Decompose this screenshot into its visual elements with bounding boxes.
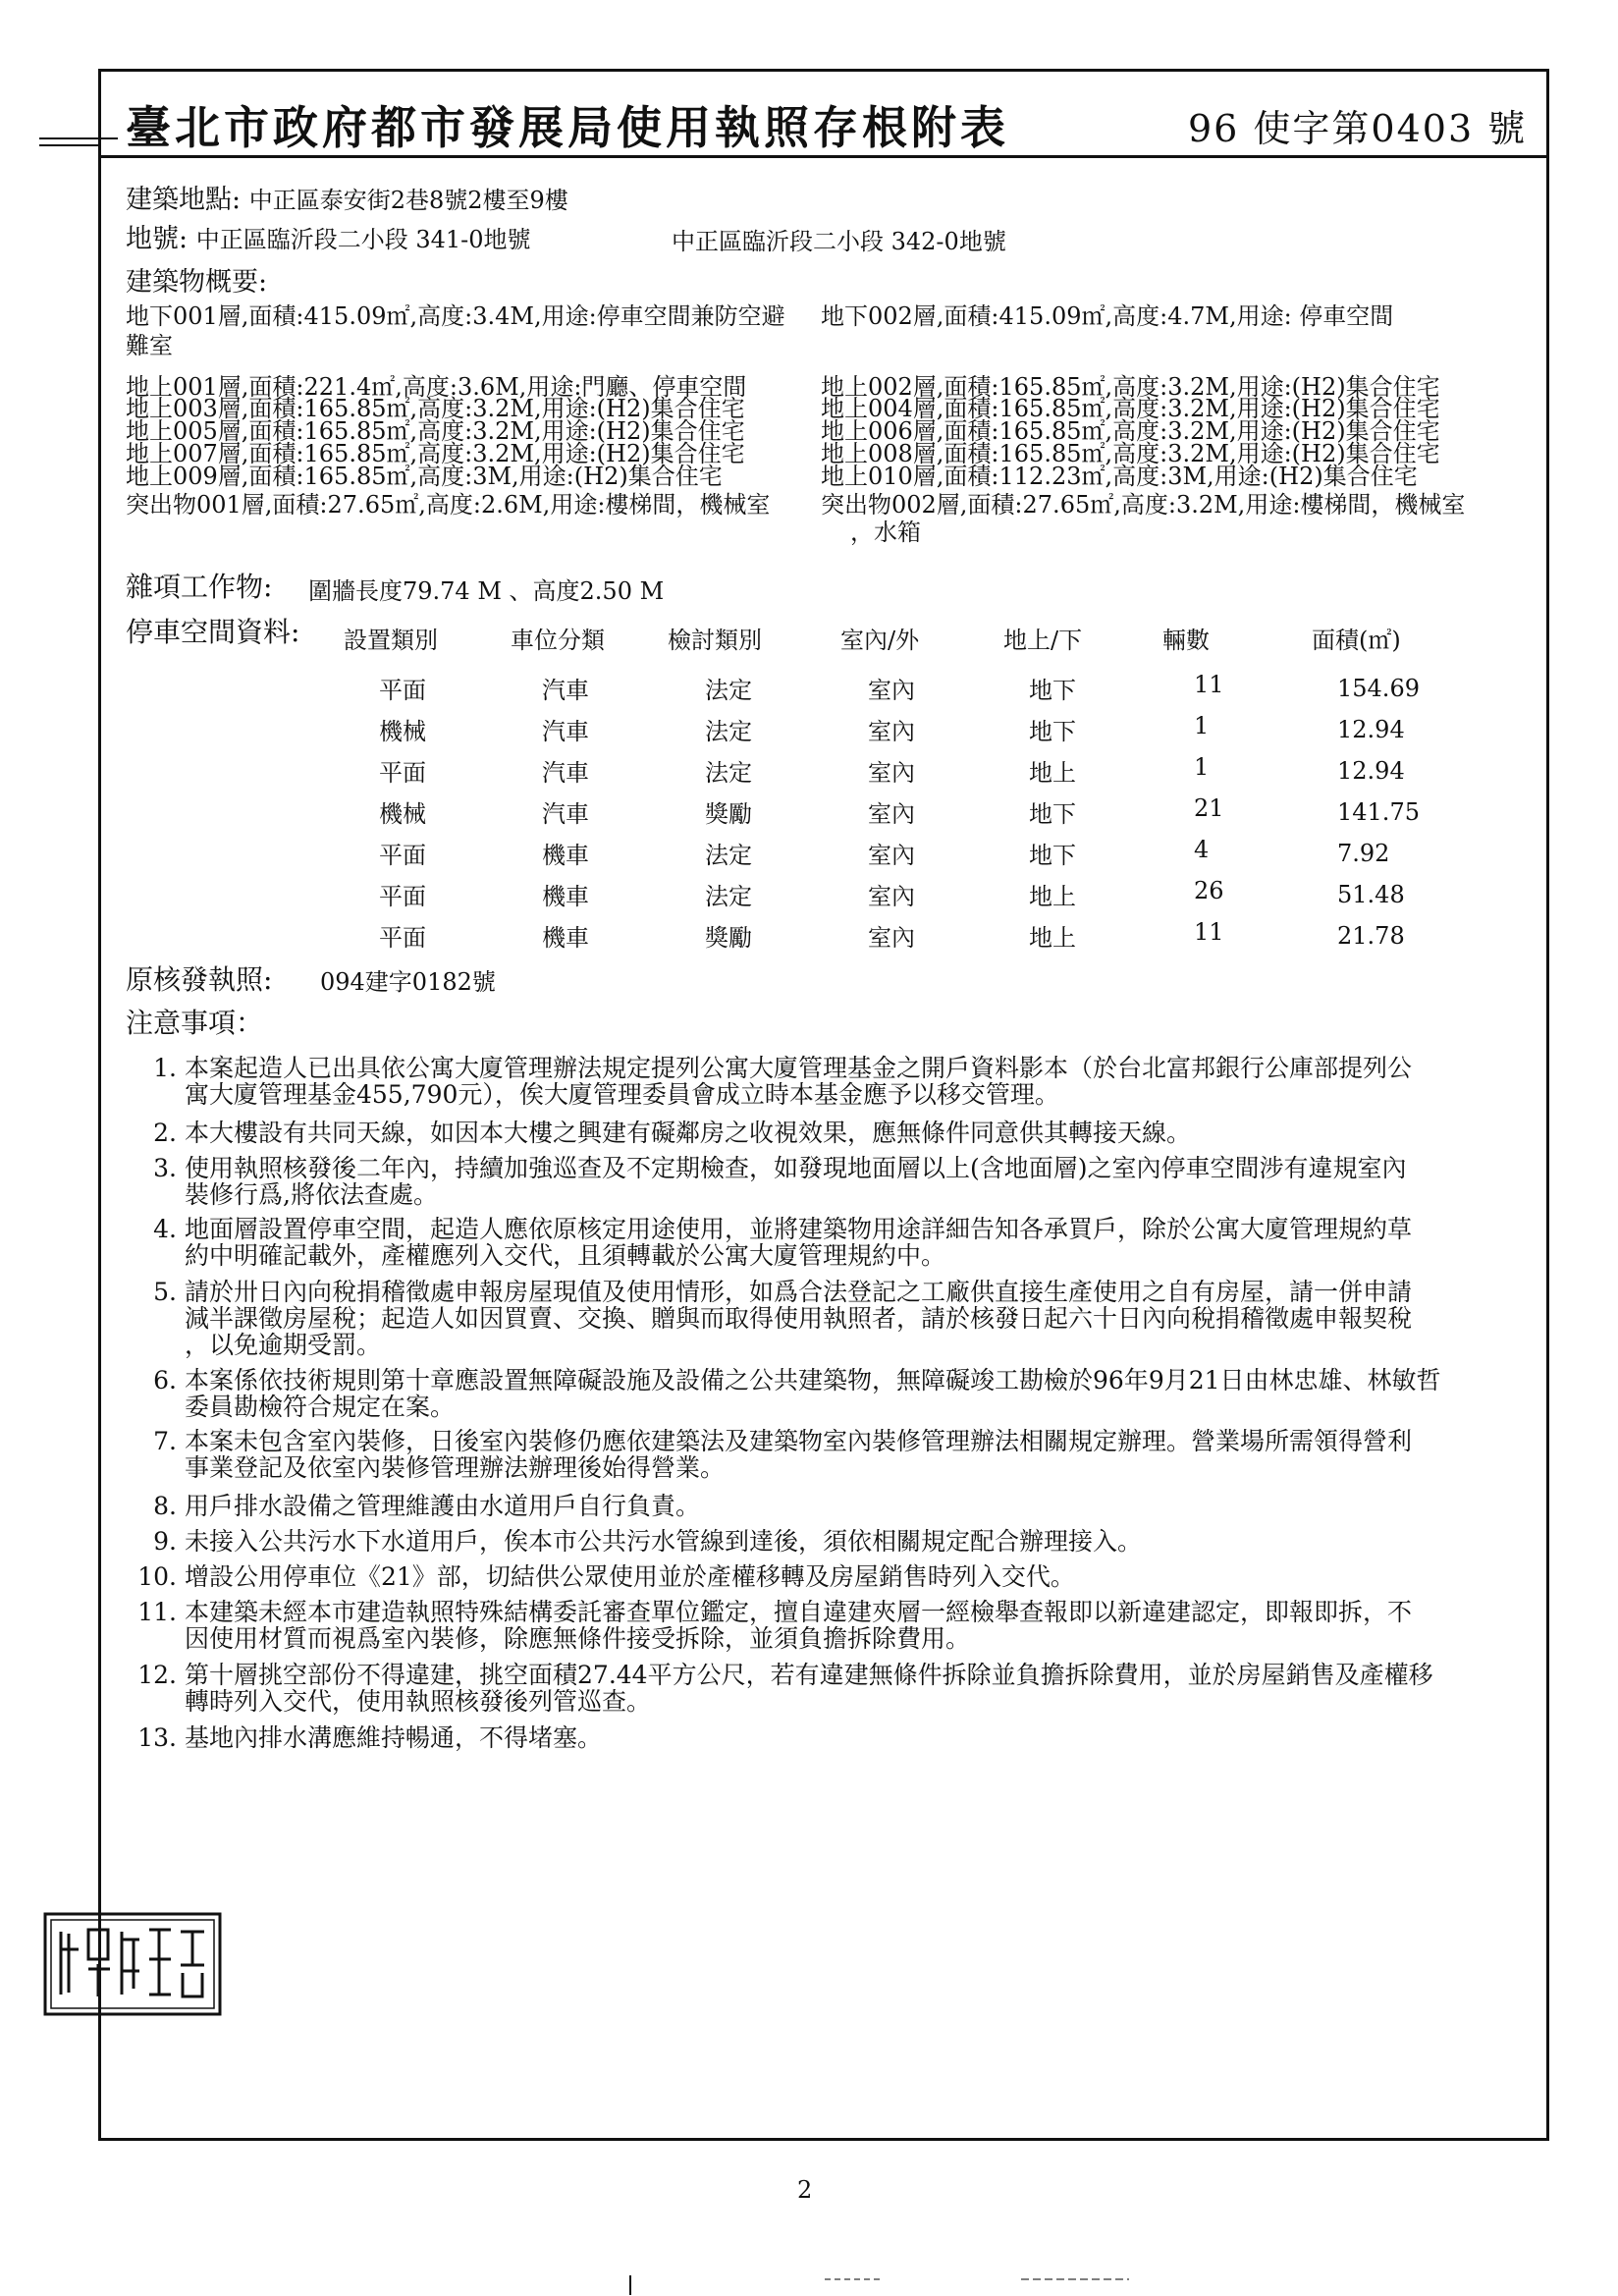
parking-cell: 1	[1194, 712, 1210, 739]
notice-text: 增設公用停車位《21》部，切結供公眾使用並於產權移轉及房屋銷售時列入交代。	[185, 1562, 1075, 1591]
floor-line: 地下002層,面積:415.09㎡,高度:4.7M,用途: 停車空間	[821, 302, 1394, 330]
parking-cell: 汽車	[542, 718, 589, 745]
notice-text: 委員勘檢符合規定在案。	[185, 1393, 456, 1421]
parking-cell: 地下	[1029, 842, 1076, 869]
original-permit-label: 原核發執照:	[126, 963, 273, 996]
notice-number: 11.	[137, 1598, 177, 1626]
notice-item	[137, 1599, 1532, 1652]
floor-line: 地上006層,面積:165.85㎡,高度:3.2M,用途:(H2)集合住宅	[821, 417, 1440, 445]
parking-header: 地上/下	[1003, 627, 1083, 654]
parking-cell: 地下	[1029, 677, 1076, 704]
notice-item	[137, 1367, 1532, 1420]
lot-number-1: 中正區臨沂段二小段 341-0地號	[195, 226, 531, 253]
notice-text: 本案起造人已出具依公寓大廈管理辦法規定提列公寓大廈管理基金之開戶資料影本（於台北富邦銀行公庫部提列公	[185, 1054, 1413, 1082]
parking-cell: 汽車	[542, 677, 589, 704]
building-summary-label: 建築物概要:	[126, 267, 268, 298]
parking-cell: 平面	[379, 883, 426, 910]
parking-cell: 154.69	[1337, 675, 1420, 702]
floor-line: 地上009層,面積:165.85㎡,高度:3M,用途:(H2)集合住宅	[126, 463, 723, 490]
scan-footer-marks	[0, 2273, 1618, 2296]
notice-item	[137, 1279, 1532, 1358]
parking-cell: 室內	[868, 842, 915, 869]
parking-cell: 4	[1194, 836, 1210, 863]
notice-text: ，以免逾期受罰。	[185, 1331, 382, 1359]
notice-text: 使用執照核發後二年內，持續加強巡查及不定期檢查，如發現地面層以上(含地面層)之室內停車空間涉有違規室內	[185, 1154, 1407, 1182]
notice-number: 7.	[153, 1427, 177, 1455]
parking-cell: 平面	[379, 924, 426, 952]
notice-text: 地面層設置停車空間，起造人應依原核定用途使用，並將建築物用途詳細告知各承買戶，除於公寓大廈管理規約草	[185, 1215, 1413, 1243]
parking-cell: 汽車	[542, 800, 589, 828]
parking-cell: 室內	[868, 924, 915, 952]
floor-line: 地上005層,面積:165.85㎡,高度:3.2M,用途:(H2)集合住宅	[126, 417, 745, 445]
parking-cell: 機械	[379, 800, 426, 828]
parking-cell: 機車	[542, 924, 589, 952]
document-title: 臺北市政府都市發展局使用執照存根附表	[126, 101, 1009, 154]
notice-text: 轉時列入交代，使用執照核發後列管巡查。	[185, 1687, 652, 1716]
parking-cell: 室內	[868, 677, 915, 704]
notice-item	[137, 1493, 1532, 1519]
lot-line	[126, 224, 531, 254]
parking-cell: 地下	[1029, 718, 1076, 745]
parking-cell: 室內	[868, 718, 915, 745]
notice-item	[137, 1724, 1532, 1751]
parking-label: 停車空間資料:	[126, 616, 300, 648]
floor-line: 難室	[126, 332, 173, 359]
parking-cell: 51.48	[1337, 881, 1405, 908]
floor-line: 地上004層,面積:165.85㎡,高度:3.2M,用途:(H2)集合住宅	[821, 395, 1440, 422]
original-permit-value: 094建字0182號	[320, 968, 496, 996]
notice-text: 基地內排水溝應維持暢通，不得堵塞。	[185, 1723, 603, 1752]
notice-number: 4.	[153, 1215, 177, 1243]
misc-works-label: 雜項工作物:	[126, 571, 273, 603]
parking-cell: 平面	[379, 759, 426, 787]
parking-header: 檢討類別	[668, 627, 762, 654]
parking-cell: 地上	[1029, 883, 1076, 910]
floor-line: 地上003層,面積:165.85㎡,高度:3.2M,用途:(H2)集合住宅	[126, 395, 745, 422]
notice-number: 6.	[153, 1366, 177, 1394]
notice-text: 減半課徵房屋稅；起造人如因買賣、交換、贈與而取得使用執照者，請於核發日起六十日內向稅捐稽徵處申報契稅	[185, 1304, 1413, 1333]
notice-number: 12.	[137, 1661, 177, 1689]
parking-cell: 法定	[705, 759, 752, 787]
parking-cell: 室內	[868, 800, 915, 828]
notice-text: 本大樓設有共同天線，如因本大樓之興建有礙鄰房之收視效果，應無條件同意供其轉接天線。	[185, 1119, 1192, 1147]
parking-cell: 室內	[868, 759, 915, 787]
permit-number: 96 使字第0403 號	[1188, 107, 1528, 150]
notice-text: 寓大廈管理基金455,790元），俟大廈管理委員會成立時本基金應予以移交管理。	[185, 1080, 1059, 1109]
parking-cell: 室內	[868, 883, 915, 910]
notice-number: 5.	[153, 1278, 177, 1306]
parking-cell: 26	[1194, 877, 1224, 904]
floor-line: 地下001層,面積:415.09㎡,高度:3.4M,用途:停車空間兼防空避	[126, 302, 785, 330]
notice-text: 未接入公共污水下水道用戶，俟本市公共污水管線到達後，須依相關規定配合辦理接入。	[185, 1527, 1143, 1556]
notice-text: 第十層挑空部份不得違建，挑空面積27.44平方公尺，若有違建無條件拆除並負擔拆除費用，並於房屋銷售及產權移	[185, 1661, 1433, 1689]
parking-cell: 地上	[1029, 759, 1076, 787]
notice-item	[137, 1563, 1532, 1590]
notice-number: 13.	[137, 1723, 177, 1752]
parking-cell: 141.75	[1337, 798, 1420, 826]
notice-text: 本案係依技術規則第十章應設置無障礙設施及設備之公共建築物，無障礙竣工勘檢於96年9月21日由林忠雄、林敏哲	[185, 1366, 1441, 1394]
lot-label: 地號:	[126, 224, 189, 254]
notice-number: 3.	[153, 1154, 177, 1182]
parking-cell: 平面	[379, 842, 426, 869]
notices-label: 注意事項：	[126, 1007, 264, 1039]
parking-cell: 1	[1194, 753, 1210, 781]
parking-cell: 12.94	[1337, 757, 1405, 785]
site-address: 中正區泰安街2巷8號2樓至9樓	[248, 187, 568, 214]
misc-works-value: 圍牆長度79.74 M 、高度2.50 M	[308, 577, 665, 605]
official-seal	[39, 1910, 226, 2018]
parking-cell: 平面	[379, 677, 426, 704]
notice-item	[137, 1120, 1532, 1146]
notice-number: 1.	[153, 1054, 177, 1082]
notice-number: 8.	[153, 1492, 177, 1520]
parking-cell: 12.94	[1337, 716, 1405, 743]
floor-line: ，水箱	[850, 519, 921, 546]
site-address-line	[126, 185, 568, 215]
lot-number-2: 中正區臨沂段二小段 342-0地號	[672, 228, 1006, 255]
scan-marks	[39, 137, 118, 157]
parking-cell: 獎勵	[705, 800, 752, 828]
notice-number: 9.	[153, 1527, 177, 1556]
parking-header: 車位分類	[511, 627, 605, 654]
parking-cell: 汽車	[542, 759, 589, 787]
parking-cell: 法定	[705, 718, 752, 745]
parking-header: 輛數	[1162, 627, 1210, 654]
notice-text: 裝修行爲,將依法查處。	[185, 1180, 438, 1209]
parking-cell: 獎勵	[705, 924, 752, 952]
notice-text: 本建築未經本市建造執照特殊結構委託審查單位鑑定，擅自違建夾層一經檢舉查報即以新違建認定，即報即拆，不	[185, 1598, 1413, 1626]
parking-cell: 機車	[542, 883, 589, 910]
floor-line: 地上007層,面積:165.85㎡,高度:3.2M,用途:(H2)集合住宅	[126, 440, 745, 467]
notice-number: 10.	[137, 1562, 177, 1591]
notice-text: 事業登記及依室內裝修管理辦法辦理後始得營業。	[185, 1453, 726, 1482]
notice-text: 本案未包含室內裝修，日後室內裝修仍應依建築法及建築物室內裝修管理辦法相關規定辦理。營業場所需領得營利	[185, 1427, 1413, 1455]
notice-text: 用戶排水設備之管理維護由水道用戶自行負責。	[185, 1492, 701, 1520]
parking-cell: 21	[1194, 794, 1224, 822]
parking-cell: 法定	[705, 883, 752, 910]
notice-text: 約中明確記載外，產權應列入交代，且須轉載於公寓大廈管理規約中。	[185, 1241, 946, 1270]
parking-cell: 法定	[705, 842, 752, 869]
parking-cell: 機械	[379, 718, 426, 745]
parking-cell: 11	[1194, 671, 1224, 698]
floor-line: 地上001層,面積:221.4㎡,高度:3.6M,用途:門廳、停車空間	[126, 373, 747, 401]
parking-cell: 地下	[1029, 800, 1076, 828]
parking-cell: 11	[1194, 918, 1224, 946]
floor-line: 突出物002層,面積:27.65㎡,高度:3.2M,用途:樓梯間，機械室	[821, 491, 1466, 519]
parking-cell: 21.78	[1337, 922, 1405, 950]
parking-header: 室內/外	[840, 627, 920, 654]
floor-line: 地上008層,面積:165.85㎡,高度:3.2M,用途:(H2)集合住宅	[821, 440, 1440, 467]
notice-item	[137, 1428, 1532, 1481]
site-address-label: 建築地點:	[126, 185, 242, 215]
parking-header: 面積(㎡)	[1312, 627, 1401, 654]
parking-cell: 機車	[542, 842, 589, 869]
notice-item	[137, 1055, 1532, 1108]
parking-cell: 7.92	[1337, 840, 1390, 867]
notice-number: 2.	[153, 1119, 177, 1147]
parking-header: 設置類別	[344, 627, 438, 654]
floor-line: 地上002層,面積:165.85㎡,高度:3.2M,用途:(H2)集合住宅	[821, 373, 1440, 401]
notice-text: 請於卅日內向稅捐稽徵處申報房屋現值及使用情形，如爲合法登記之工廠供直接生產使用之自有房屋，請一併申請	[185, 1278, 1413, 1306]
floor-line: 地上010層,面積:112.23㎡,高度:3M,用途:(H2)集合住宅	[821, 463, 1418, 490]
notice-item	[137, 1528, 1532, 1555]
notice-item	[137, 1662, 1532, 1715]
notice-item	[137, 1155, 1532, 1208]
page-number: 2	[797, 2176, 813, 2204]
floor-line: 突出物001層,面積:27.65㎡,高度:2.6M,用途:樓梯間，機械室	[126, 491, 771, 519]
parking-cell: 地上	[1029, 924, 1076, 952]
notice-text: 因使用材質而視爲室內裝修，除應無條件接受拆除，並須負擔拆除費用。	[185, 1624, 971, 1653]
parking-cell: 法定	[705, 677, 752, 704]
notice-item	[137, 1216, 1532, 1269]
